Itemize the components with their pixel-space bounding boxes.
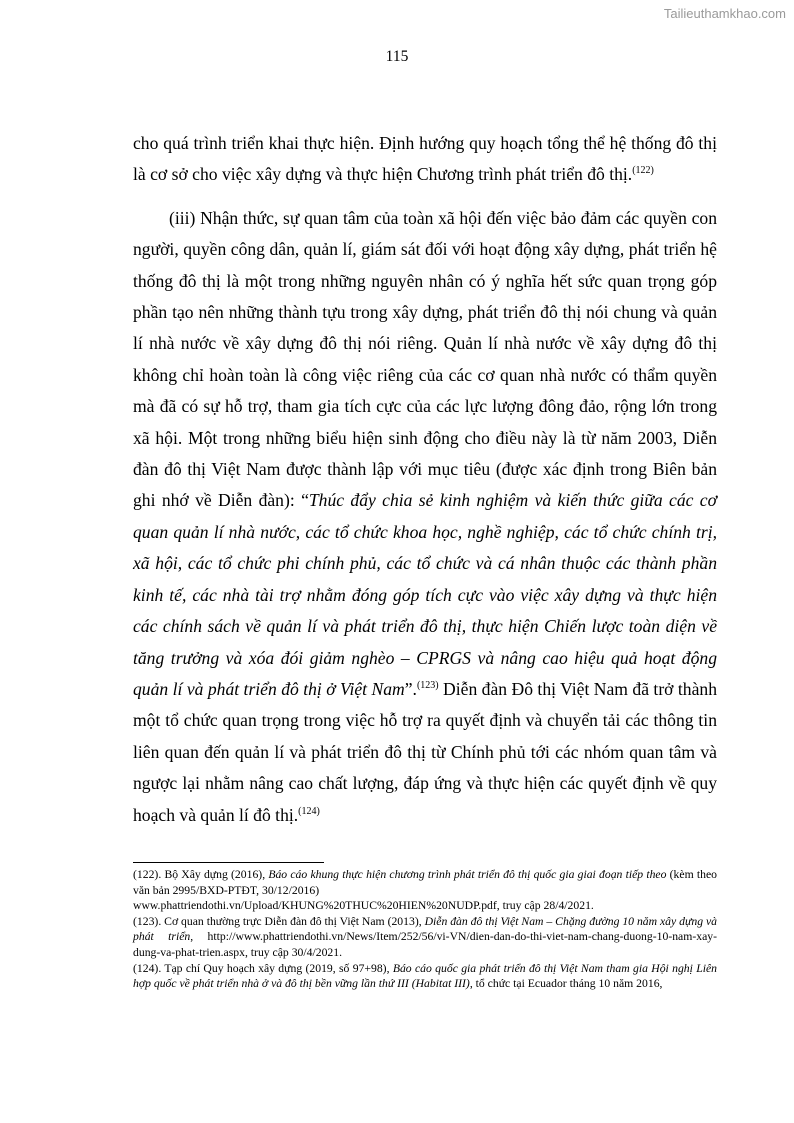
footnote-124-tail: , tổ chức tại Ecuador tháng 10 năm 2016, bbox=[469, 977, 663, 991]
footnote-122-tail: (kèm theo văn bản 2995/BXD-PTĐT, 30/12/2016) bbox=[133, 868, 717, 897]
footnote-122-title: Báo cáo khung thực hiện chương trình phát triển đô thị quốc gia giai đoạn tiếp theo bbox=[268, 868, 667, 881]
footnote-122 bbox=[133, 867, 717, 898]
footnote-ref-123[interactable]: (123) bbox=[416, 679, 439, 691]
footnote-ref-122[interactable]: (122) bbox=[632, 165, 654, 177]
paragraph-2-tail: Diễn đàn Đô thị Việt Nam đã trở thành một tổ chức quan trọng trong việc hỗ trợ ra quyết định và chuyển tải các thông tin liên quan đến quản lí và phát triển đô thị từ Chính phủ tới các nhóm quan tâm và ngược lại nhằm nâng cao chất lượng, đáp ứng và thực hiện các quyết định về quy hoạch và quản lí đô thị. bbox=[133, 678, 717, 825]
footnote-122-lead: (122). Bộ Xây dựng (2016), bbox=[133, 868, 269, 881]
forum-objective-quote: Thúc đẩy chia sẻ kinh nghiệm và kiến thức giữa các cơ quan quản lí nhà nước, các tổ chức khoa học, nghề nghiệp, các tổ chức chính trị, xã hội, các tổ chức phi chính phủ, các tổ chức và cá nhân thuộc các thành phần kinh tế, các nhà tài trợ nhằm đóng góp tích cực vào việc xây dựng và thực hiện các chính sách về quản lí và phát triển đô thị, thực hiện Chiến lược toàn diện về tăng trưởng và xóa đói giảm nghèo – CPRGS và nâng cao hiệu quả hoạt động quản lí và phát triển đô thị ở Việt Nam bbox=[133, 490, 717, 699]
footnote-123-lead: (123). Cơ quan thường trực Diễn đàn đô thị Việt Nam (2013), bbox=[133, 914, 425, 928]
paragraph-1 bbox=[133, 128, 717, 191]
footnotes bbox=[133, 867, 717, 992]
quote-close: ”. bbox=[404, 678, 417, 699]
watermark: Tailieuthamkhao.com bbox=[663, 6, 786, 21]
footnote-123-tail: , http://www.phattriendothi.vn/News/Item/252/56/vi-VN/dien-dan-do-thi-viet-nam-chang-duong-10-nam-xay-dung-va-phat-trien.aspx, truy cập 30/4/2021. bbox=[133, 930, 717, 959]
paragraph-2-lead: (iii) Nhận thức, sự quan tâm của toàn xã hội đến việc bảo đảm các quyền con người, quyền công dân, quản lí, giám sát đối với hoạt động xây dựng, phát triển hệ thống đô thị là một trong những nguyên nhân có ý nghĩa hết sức quan trọng góp phần tạo nên những thành tựu trong xây dựng, phát triển đô thị nói chung và quản lí nhà nước về xây dựng đô thị nói riêng. Quản lí nhà nước về xây dựng đô thị không chỉ hoàn toàn là công việc riêng của các cơ quan nhà nước có thẩm quyền mà đã có sự hỗ trợ, tham gia tích cực của các lực lượng đông đảo, rộng lớn trong xã hội. Một trong những biểu hiện sinh động cho điều này là từ năm 2003, Diễn đàn đô thị Việt Nam được thành lập với mục tiêu (được xác định trong Biên bản ghi nhớ về Diễn đàn): “ bbox=[133, 207, 717, 511]
footnote-124-title: Báo cáo quốc gia phát triển đô thị Việt Nam tham gia Hội nghị Liên hợp quốc về phát triển nhà ở và đô thị bền vững lần thứ III (Habitat III) bbox=[133, 961, 717, 991]
footnote-124-lead: (124). Tạp chí Quy hoạch xây dựng (2019, số 97+98), bbox=[133, 961, 393, 975]
footnote-124 bbox=[133, 961, 717, 992]
body-text bbox=[133, 128, 717, 831]
paragraph-1-text: cho quá trình triển khai thực hiện. Định hướng quy hoạch tổng thể hệ thống đô thị là cơ sở cho việc xây dựng và thực hiện Chương trình phát triển đô thị. bbox=[133, 133, 717, 185]
footnote-123-title: Diễn đàn đô thị Việt Nam – Chặng đường 10 năm xây dựng và phát triển bbox=[133, 914, 717, 944]
footnote-ref-124[interactable]: (124) bbox=[298, 805, 320, 817]
footnote-122-url[interactable]: www.phattriendothi.vn/Upload/KHUNG%20THUC%20HIEN%20NUDP.pdf, truy cập 28/4/2021. bbox=[133, 899, 594, 913]
paragraph-2 bbox=[133, 203, 717, 831]
footnote-separator bbox=[133, 862, 324, 863]
page-number: 115 bbox=[385, 48, 409, 65]
footnote-123 bbox=[133, 914, 717, 961]
